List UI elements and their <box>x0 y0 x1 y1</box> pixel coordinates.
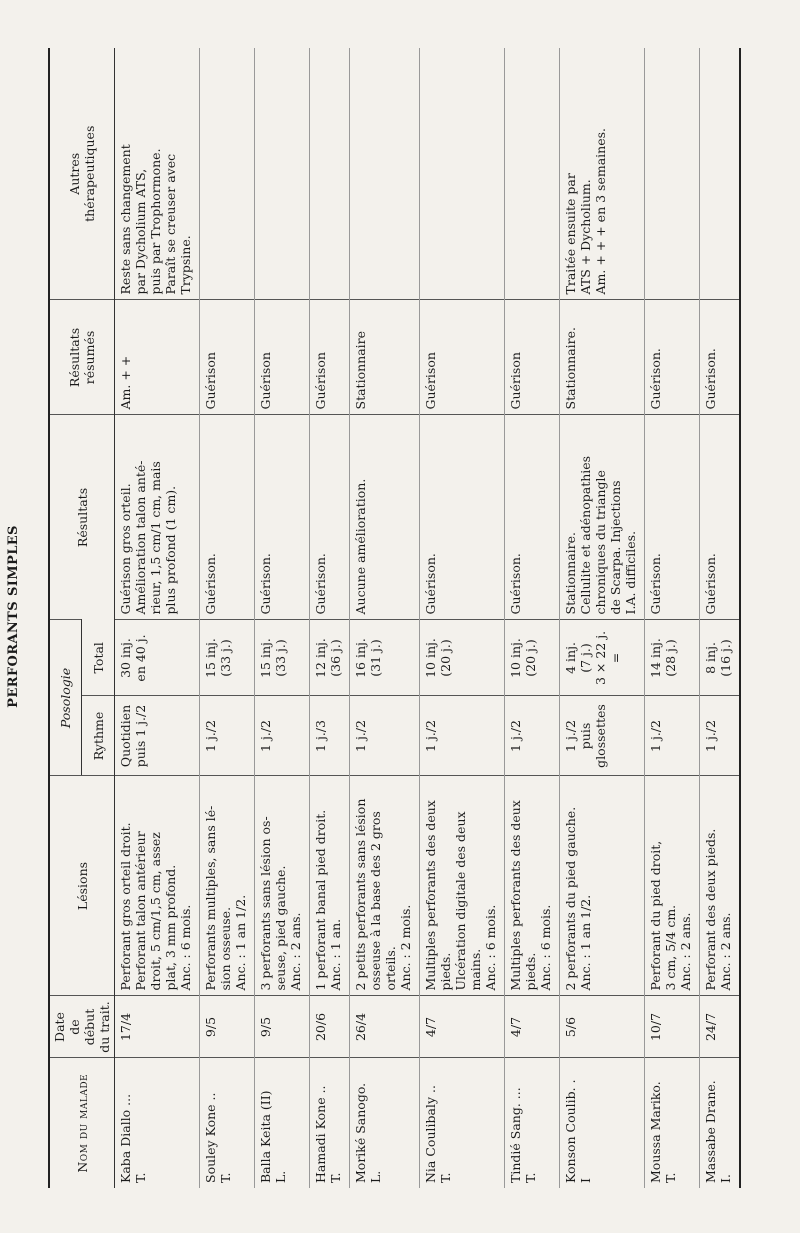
cell-nom: Massabe Drane. I. <box>700 1058 741 1188</box>
cell-rythme: 1 j./2 puis glossettes <box>560 696 645 776</box>
cell-resultats-resumes: Guérison. <box>645 300 700 415</box>
cell-nom: Moriké Sanogo. L. <box>350 1058 420 1188</box>
table-row <box>645 48 700 1188</box>
cell-rythme: 1 j./3 <box>310 696 350 776</box>
cell-date: 4/7 <box>420 996 505 1058</box>
cell-date: 9/5 <box>255 996 310 1058</box>
table-body <box>115 48 741 1188</box>
table-container <box>48 48 775 1188</box>
cell-date: 10/7 <box>645 996 700 1058</box>
cell-nom: Konson Coulib. . I <box>560 1058 645 1188</box>
cell-autres <box>420 48 505 300</box>
cell-resultats: Aucune amélioration. <box>350 415 420 620</box>
table-row <box>310 48 350 1188</box>
cell-date: 20/6 <box>310 996 350 1058</box>
cell-lesions: Perforant du pied droit, 3 cm, 5/4 cm. Anc. : 2 ans. <box>645 776 700 996</box>
cell-nom: Moussa Mariko. T. <box>645 1058 700 1188</box>
cell-total: 16 inj. (31 j.) <box>350 620 420 696</box>
cell-autres: Reste sans changement par Dycholium ATS, puis par Trophormone. Paraît se creuser avec Trypsine. <box>115 48 200 300</box>
table-row <box>505 48 560 1188</box>
cell-autres <box>200 48 255 300</box>
header-resultats-resumes: Résultats résumés <box>50 300 115 415</box>
cell-total: 15 inj. (33 j.) <box>200 620 255 696</box>
cell-rythme: 1 j./2 <box>645 696 700 776</box>
cell-nom: Kaba Diallo ... T. <box>115 1058 200 1188</box>
cell-rythme: 1 j./2 <box>505 696 560 776</box>
table-row <box>560 48 645 1188</box>
header-date: Date de début du trait. <box>50 996 115 1058</box>
cell-total: 14 inj. (28 j.) <box>645 620 700 696</box>
cell-resultats: Guérison gros orteil. Amélioration talon anté- rieur, 1,5 cm/1 cm, mais plus profond (1 cm). <box>115 415 200 620</box>
cell-nom: Hamadi Kone .. T. <box>310 1058 350 1188</box>
cell-autres <box>700 48 741 300</box>
cell-date: 24/7 <box>700 996 741 1058</box>
header-lesions: Lésions <box>50 776 115 996</box>
cell-lesions: 2 perforants du pied gauche. Anc. : 1 an 1/2. <box>560 776 645 996</box>
cell-resultats-resumes: Guérison <box>420 300 505 415</box>
cell-resultats: Guérison. <box>200 415 255 620</box>
cell-nom: Souley Kone .. T. <box>200 1058 255 1188</box>
table-row <box>700 48 741 1188</box>
table-row <box>200 48 255 1188</box>
cell-nom: Balla Keita (II) L. <box>255 1058 310 1188</box>
cell-total: 30 inj. en 40 j. <box>115 620 200 696</box>
cell-autres: Traitée ensuite par ATS + Dycholium. Am. + + + en 3 semaines. <box>560 48 645 300</box>
cell-resultats: Guérison. <box>255 415 310 620</box>
cell-nom: Tindié Sang. ... T. <box>505 1058 560 1188</box>
cell-lesions: Perforant des deux pieds. Anc. : 2 ans. <box>700 776 741 996</box>
cell-rythme: 1 j./2 <box>350 696 420 776</box>
cell-rythme: 1 j./2 <box>255 696 310 776</box>
cell-rythme: Quotidien puis 1 j./2 <box>115 696 200 776</box>
header-autres: Autres thérapeutiques <box>50 48 115 300</box>
cell-resultats: Guérison. <box>420 415 505 620</box>
table-row <box>350 48 420 1188</box>
cell-resultats: Stationnaire. Cellulite et adénopathies chroniques du triangle de Scarpa. Injections I.A. difficiles. <box>560 415 645 620</box>
cell-date: 4/7 <box>505 996 560 1058</box>
cell-resultats-resumes: Stationnaire <box>350 300 420 415</box>
cell-autres <box>255 48 310 300</box>
cell-total: 15 inj. (33 j.) <box>255 620 310 696</box>
cell-lesions: Perforants multiples, sans lé- sion osseuse. Anc. : 1 an 1/2. <box>200 776 255 996</box>
header-posologie: Posologie <box>50 620 82 776</box>
cell-autres <box>350 48 420 300</box>
cell-lesions: 3 perforants sans lésion os- seuse, pied gauche. Anc. : 2 ans. <box>255 776 310 996</box>
cell-date: 26/4 <box>350 996 420 1058</box>
cell-resultats: Guérison. <box>505 415 560 620</box>
cell-autres <box>310 48 350 300</box>
cell-resultats-resumes: Guérison. <box>700 300 741 415</box>
cell-rythme: 1 j./2 <box>700 696 741 776</box>
cell-lesions: Multiples perforants des deux pieds. Ulcération digitale des deux mains. Anc. : 6 mois. <box>420 776 505 996</box>
cell-resultats-resumes: Guérison <box>505 300 560 415</box>
cell-autres <box>505 48 560 300</box>
cell-resultats-resumes: Guérison <box>255 300 310 415</box>
cell-lesions: Perforant gros orteil droit. Perforant talon antérieur droit, 5 cm/1,5 cm, assez plat, 3 mm profond. Anc. : 6 mois. <box>115 776 200 996</box>
cell-resultats-resumes: Guérison <box>310 300 350 415</box>
cell-total: 12 inj. (36 j.) <box>310 620 350 696</box>
cell-total: 10 inj. (20 j.) <box>505 620 560 696</box>
document-title: PERFORANTS SIMPLES <box>6 525 21 708</box>
cell-lesions: Multiples perforants des deux pieds. Anc. : 6 mois. <box>505 776 560 996</box>
treatment-table <box>50 48 741 1188</box>
header-nom: Nom du malade <box>50 1058 115 1188</box>
cell-resultats-resumes: Stationnaire. <box>560 300 645 415</box>
table-row <box>115 48 200 1188</box>
cell-nom: Nia Coulibaly .. T. <box>420 1058 505 1188</box>
cell-autres <box>645 48 700 300</box>
cell-rythme: 1 j./2 <box>200 696 255 776</box>
cell-lesions: 2 petits perforants sans lésion osseuse à la base des 2 gros orteils. Anc. : 2 mois. <box>350 776 420 996</box>
cell-total: 10 inj. (20 j.) <box>420 620 505 696</box>
cell-resultats: Guérison. <box>645 415 700 620</box>
table-row <box>255 48 310 1188</box>
cell-date: 9/5 <box>200 996 255 1058</box>
cell-resultats: Guérison. <box>700 415 741 620</box>
cell-resultats-resumes: Am. + + <box>115 300 200 415</box>
cell-lesions: 1 perforant banal pied droit. Anc. : 1 an. <box>310 776 350 996</box>
cell-resultats: Guérison. <box>310 415 350 620</box>
header-rythme: Rythme <box>82 696 115 776</box>
cell-total: 8 inj. (16 j.) <box>700 620 741 696</box>
table-row <box>420 48 505 1188</box>
cell-date: 17/4 <box>115 996 200 1058</box>
cell-rythme: 1 j./2 <box>420 696 505 776</box>
header-resultats: Résultats <box>50 415 115 620</box>
header-total: Total <box>82 620 115 696</box>
cell-date: 5/6 <box>560 996 645 1058</box>
cell-total: 4 inj. (7 j.) 3 × 22 j. = <box>560 620 645 696</box>
cell-resultats-resumes: Guérison <box>200 300 255 415</box>
